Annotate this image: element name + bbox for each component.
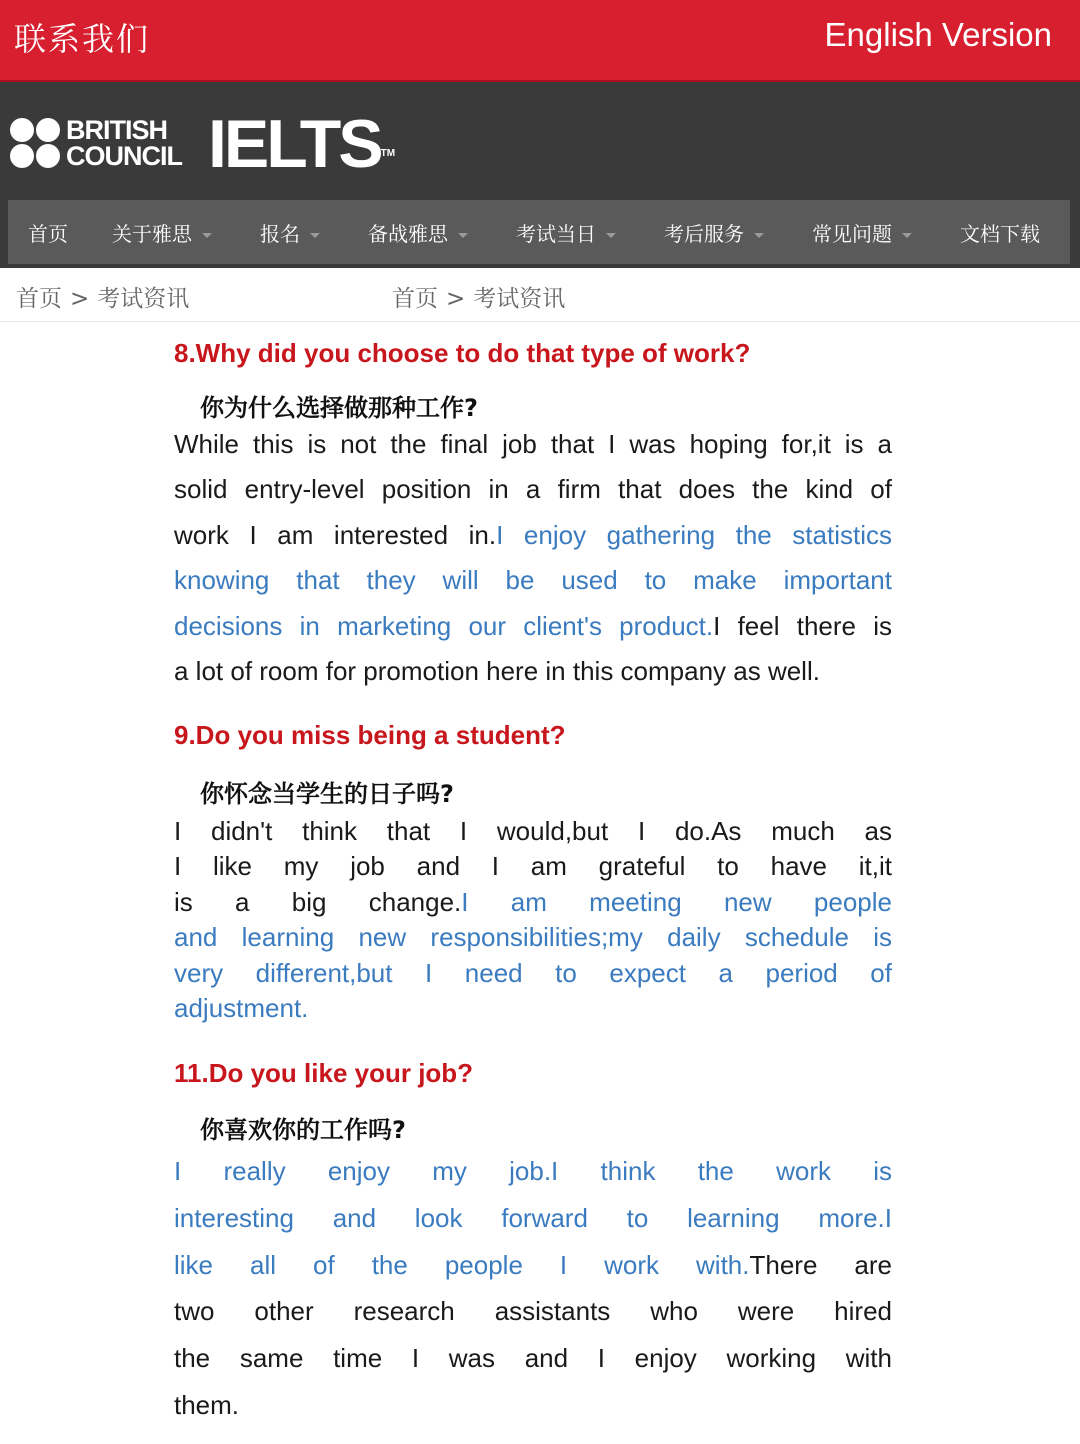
highlighted-text: knowing that they will be used to make important [174, 565, 892, 596]
answer-text: I didn't think that I would,but I do.As much as [174, 816, 892, 846]
answer-line [174, 1242, 892, 1289]
question-chinese: 你为什么选择做那种工作? [200, 394, 478, 422]
nav-item[interactable]: 报名 [260, 218, 320, 247]
answer-text: is a big change. [174, 886, 462, 917]
breadcrumb-current[interactable]: 考试资讯 [97, 286, 190, 312]
answer-text: I like my job and I am grateful to have it,it [174, 851, 892, 882]
answer-line [174, 920, 892, 955]
highlighted-text: like all of the people I work with. [174, 1249, 750, 1280]
main-nav [0, 200, 1080, 268]
answer-line [174, 1335, 892, 1382]
highlighted-text: very different,but I need to expect a period of [174, 957, 892, 988]
answer-paragraph [174, 422, 892, 694]
answer-text: There are [749, 1249, 892, 1280]
nav-item[interactable]: 常见问题 [812, 218, 912, 247]
answer-paragraph [174, 814, 892, 1026]
highlighted-text: I am meeting new people [461, 886, 892, 917]
caret-down-icon [606, 233, 616, 238]
answer-line [174, 422, 892, 467]
answer-text: the same time I was and I enjoy working with [174, 1343, 892, 1374]
breadcrumb-home-link[interactable]: 首页 [392, 286, 438, 312]
answer-text: While this is not the final job that I was hoping for,it is a [174, 429, 892, 459]
nav-item[interactable]: 首页 [28, 222, 68, 246]
british-council-logo[interactable] [10, 115, 186, 171]
answer-line [174, 814, 892, 849]
top-bar [0, 0, 1080, 82]
answer-line [174, 649, 892, 694]
caret-down-icon [754, 233, 764, 238]
highlighted-text: decisions in marketing our client's product. [174, 610, 714, 641]
nav-item[interactable]: 备战雅思 [368, 218, 468, 247]
nav-item[interactable]: 考后服务 [664, 218, 764, 247]
answer-text: work I am interested in. [174, 519, 497, 550]
answer-line [174, 885, 892, 920]
answer-text: them. [174, 1389, 240, 1420]
answer-line [174, 1195, 892, 1242]
question-heading: 8.Why did you choose to do that type of work? [174, 338, 751, 368]
caret-down-icon [310, 233, 320, 238]
ielts-logo[interactable]: IELTS™ [208, 106, 396, 182]
answer-line [174, 991, 892, 1026]
caret-down-icon [458, 233, 468, 238]
breadcrumb-current[interactable]: 考试资讯 [473, 286, 566, 312]
english-version-link[interactable]: English Version [824, 16, 1052, 53]
answer-line [174, 558, 892, 603]
answer-line [174, 956, 892, 991]
answer-text: I feel there is [713, 610, 892, 641]
highlighted-text: adjustment. [174, 993, 309, 1024]
caret-down-icon [202, 233, 212, 238]
question-heading: 11.Do you like your job? [174, 1058, 474, 1088]
answer-line [174, 1148, 892, 1195]
answer-line [174, 1288, 892, 1335]
nav-item[interactable]: 考试当日 [516, 218, 616, 247]
question-chinese: 你喜欢你的工作吗? [200, 1116, 406, 1144]
answer-line [174, 604, 892, 649]
answer-line [174, 513, 892, 558]
answer-paragraph [174, 1148, 892, 1429]
highlighted-text: and learning new responsibilities;my daily schedule is [174, 922, 892, 953]
main-nav-bar [8, 200, 1070, 264]
highlighted-text: I really enjoy my job.I think the work is [174, 1156, 892, 1186]
caret-down-icon [902, 233, 912, 238]
nav-item[interactable]: 文档下载 [960, 222, 1040, 246]
contact-us-link[interactable]: 联系我们 [14, 20, 151, 58]
answer-line [174, 1382, 892, 1429]
highlighted-text: I enjoy gathering the statistics [496, 519, 892, 550]
british-council-dots-icon [10, 118, 62, 170]
brand-bar [0, 82, 1080, 200]
nav-item[interactable]: 关于雅思 [112, 218, 212, 247]
answer-text: two other research assistants who were hired [174, 1296, 892, 1327]
highlighted-text: interesting and look forward to learning more.I [174, 1202, 892, 1233]
question-chinese: 你怀念当学生的日子吗? [200, 780, 454, 808]
question-heading: 9.Do you miss being a student? [174, 720, 566, 750]
breadcrumb-bar [0, 268, 1080, 322]
breadcrumb-home-link[interactable]: 首页 [16, 286, 62, 312]
answer-line [174, 467, 892, 512]
british-council-wordmark: BRITISH COUNCIL [66, 115, 182, 171]
answer-line [174, 849, 892, 884]
breadcrumb: 首页 > 考试资讯 [16, 286, 190, 312]
breadcrumb: 首页 > 考试资讯 [392, 286, 566, 312]
answer-text: solid entry-level position in a firm that does the kind of [174, 474, 892, 505]
answer-text: a lot of room for promotion here in this company as well. [174, 656, 820, 687]
trademark-mark: TM [380, 148, 396, 159]
